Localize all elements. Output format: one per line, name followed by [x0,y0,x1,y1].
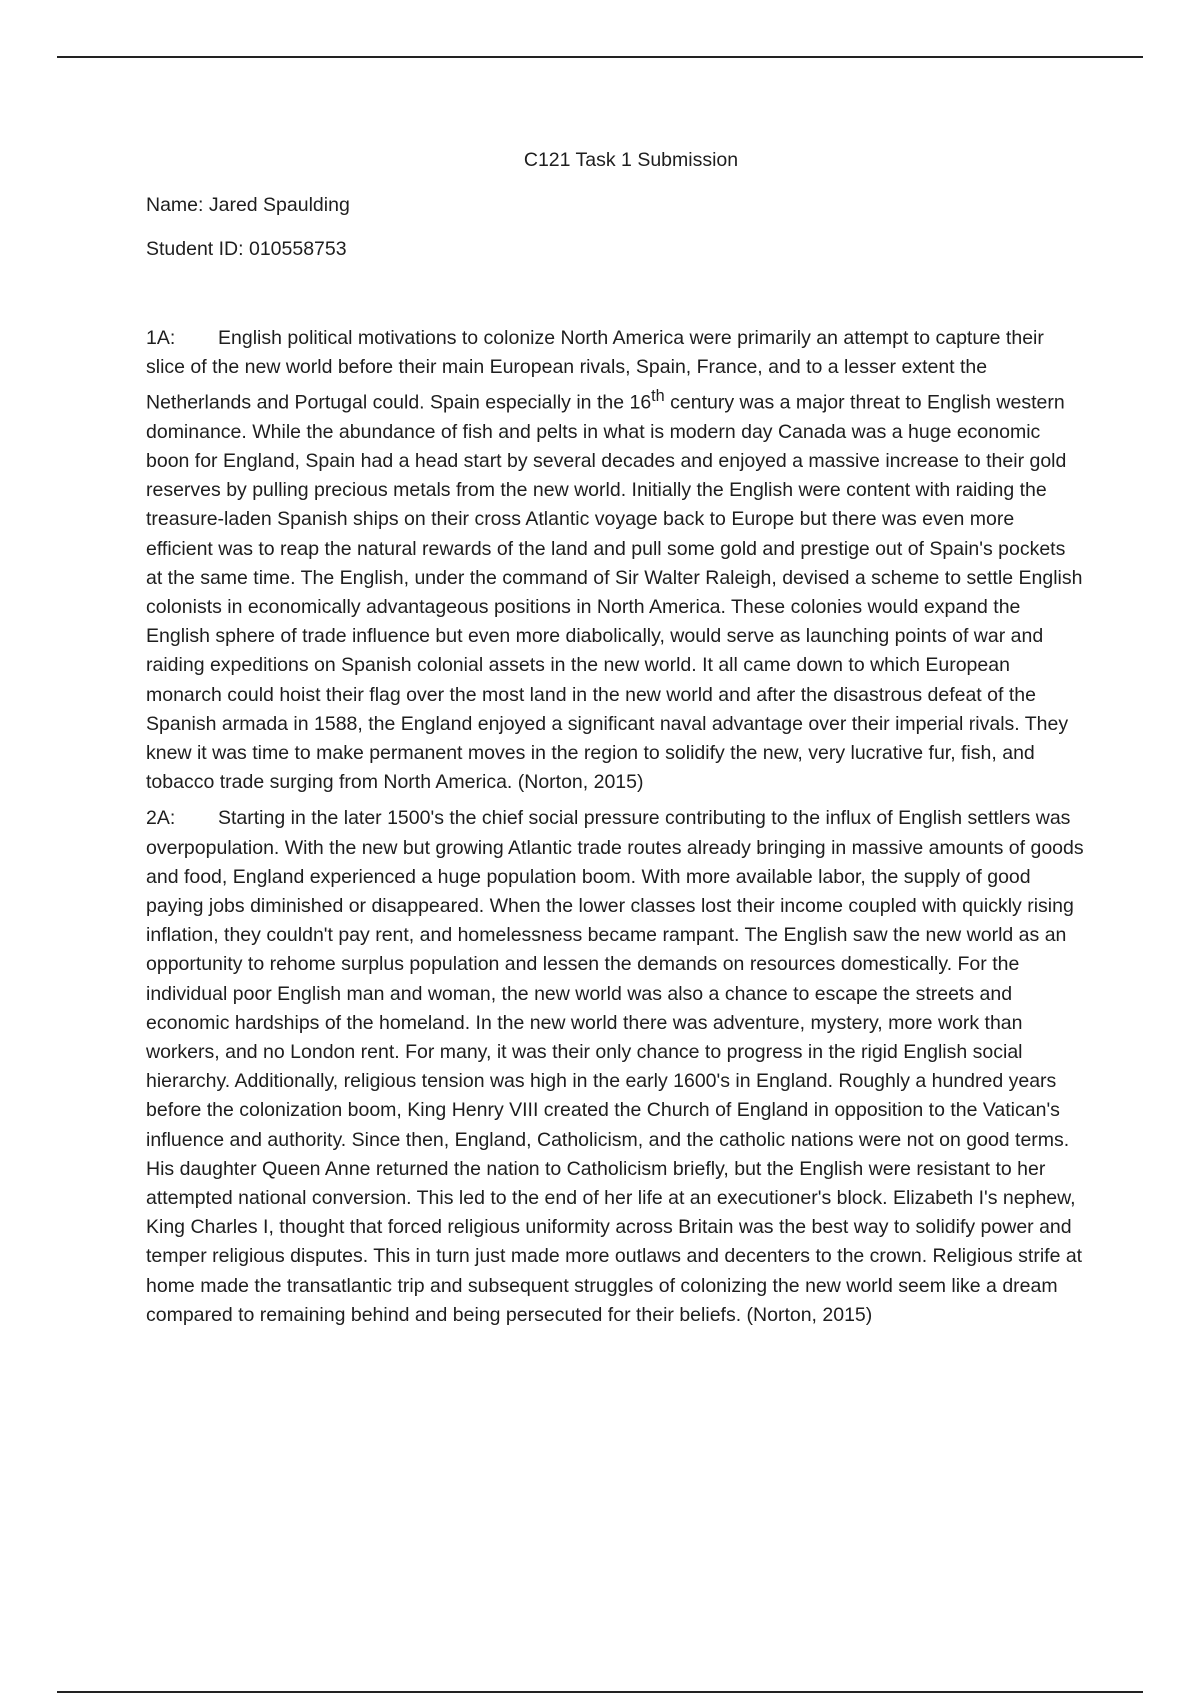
paragraph-2a [146,804,1086,1330]
student-id: Student ID: 010558753 [146,238,347,261]
paragraph-text: English political motivations to colonize North America were primarily an attempt to capture their slice of the new world before their main European rivals, Spain, France, and to a lesser extent the Netherlands and Portugal could. Spain especially in the 16 [146,326,1044,414]
document-title: C121 Task 1 Submission [523,149,739,171]
student-name: Name: Jared Spaulding [146,194,350,217]
header-rule [57,56,1143,58]
paragraph-text: century was a major threat to English western dominance. While the abundance of fish and pelts in what is modern day Canada was a huge economic boon for England, Spain had a head start by several decades and enjoyed a massive increase to their gold reserves by pulling precious metals from the new world. Initially the English were content with raiding the treasure-laden Spanish ships on their cross Atlantic voyage back to Europe but there was even more efficient was to reap the natural rewards of the land and pull some gold and prestige out of Spain's pockets at the same time. The English, under the command of Sir Walter Raleigh, devised a scheme to settle English colonists in economically advantageous positions in North America. These colonies would expand the English sphere of trade influence but even more diabolically, would serve as launching points of war and raiding expeditions on Spanish colonial assets in the new world. It all came down to which European monarch could hoist their flag over the most land in the new world and after the disastrous defeat of the Spanish armada in 1588, the England enjoyed a significant naval advantage over their imperial rivals. They knew it was time to make permanent moves in the region to solidify the new, very lucrative fur, fish, and tobacco trade surging from North America. (Norton, 2015) [146,391,1083,794]
paragraph-1a [146,324,1086,798]
paragraph-label: 1A: [146,326,176,349]
document-body [146,146,1086,1337]
paragraph-label: 2A: [146,807,176,830]
blank-space [146,280,1086,324]
footer-rule [57,1691,1143,1693]
paragraph-text: Starting in the later 1500's the chief social pressure contributing to the influx of English settlers was overpopulation. With the new but growing Atlantic trade routes already bringing in massive amounts of goods and food, England experienced a huge population boom. With more available labor, the supply of good paying jobs diminished or disappeared. When the lower classes lost their income coupled with quickly rising inflation, they couldn't pay rent, and homelessness became rampant. The English saw the new world as an opportunity to rehome surplus population and lessen the demands on resources domestically. For the individual poor English man and woman, the new world was also a chance to escape the streets and economic hardships of the homeland. In the new world there was adventure, mystery, more work than workers, and no London rent. For many, it was their only chance to progress in the rigid English social hierarchy. Additionally, religious tension was high in the early 1600's in England. Roughly a hundred years before the colonization boom, King Henry VIII created the Church of England in opposition to the Vatican's influence and authority. Since then, England, Catholicism, and the catholic nations were not on good terms. His daughter Queen Anne returned the nation to Catholicism briefly, but the English were resistant to her attempted national conversion. This led to the end of her life at an executioner's block. Elizabeth I's nephew, King Charles I, thought that forced religious uniformity across Britain was the best way to solidify power and temper religious disputes. This in turn just made more outlaws and decenters to the crown. Religious strife at home made the transatlantic trip and subsequent struggles of colonizing the new world seem like a dream compared to remaining behind and being persecuted for their beliefs. (Norton, 2015) [146,807,1084,1326]
superscript-ordinal: th [651,387,665,406]
